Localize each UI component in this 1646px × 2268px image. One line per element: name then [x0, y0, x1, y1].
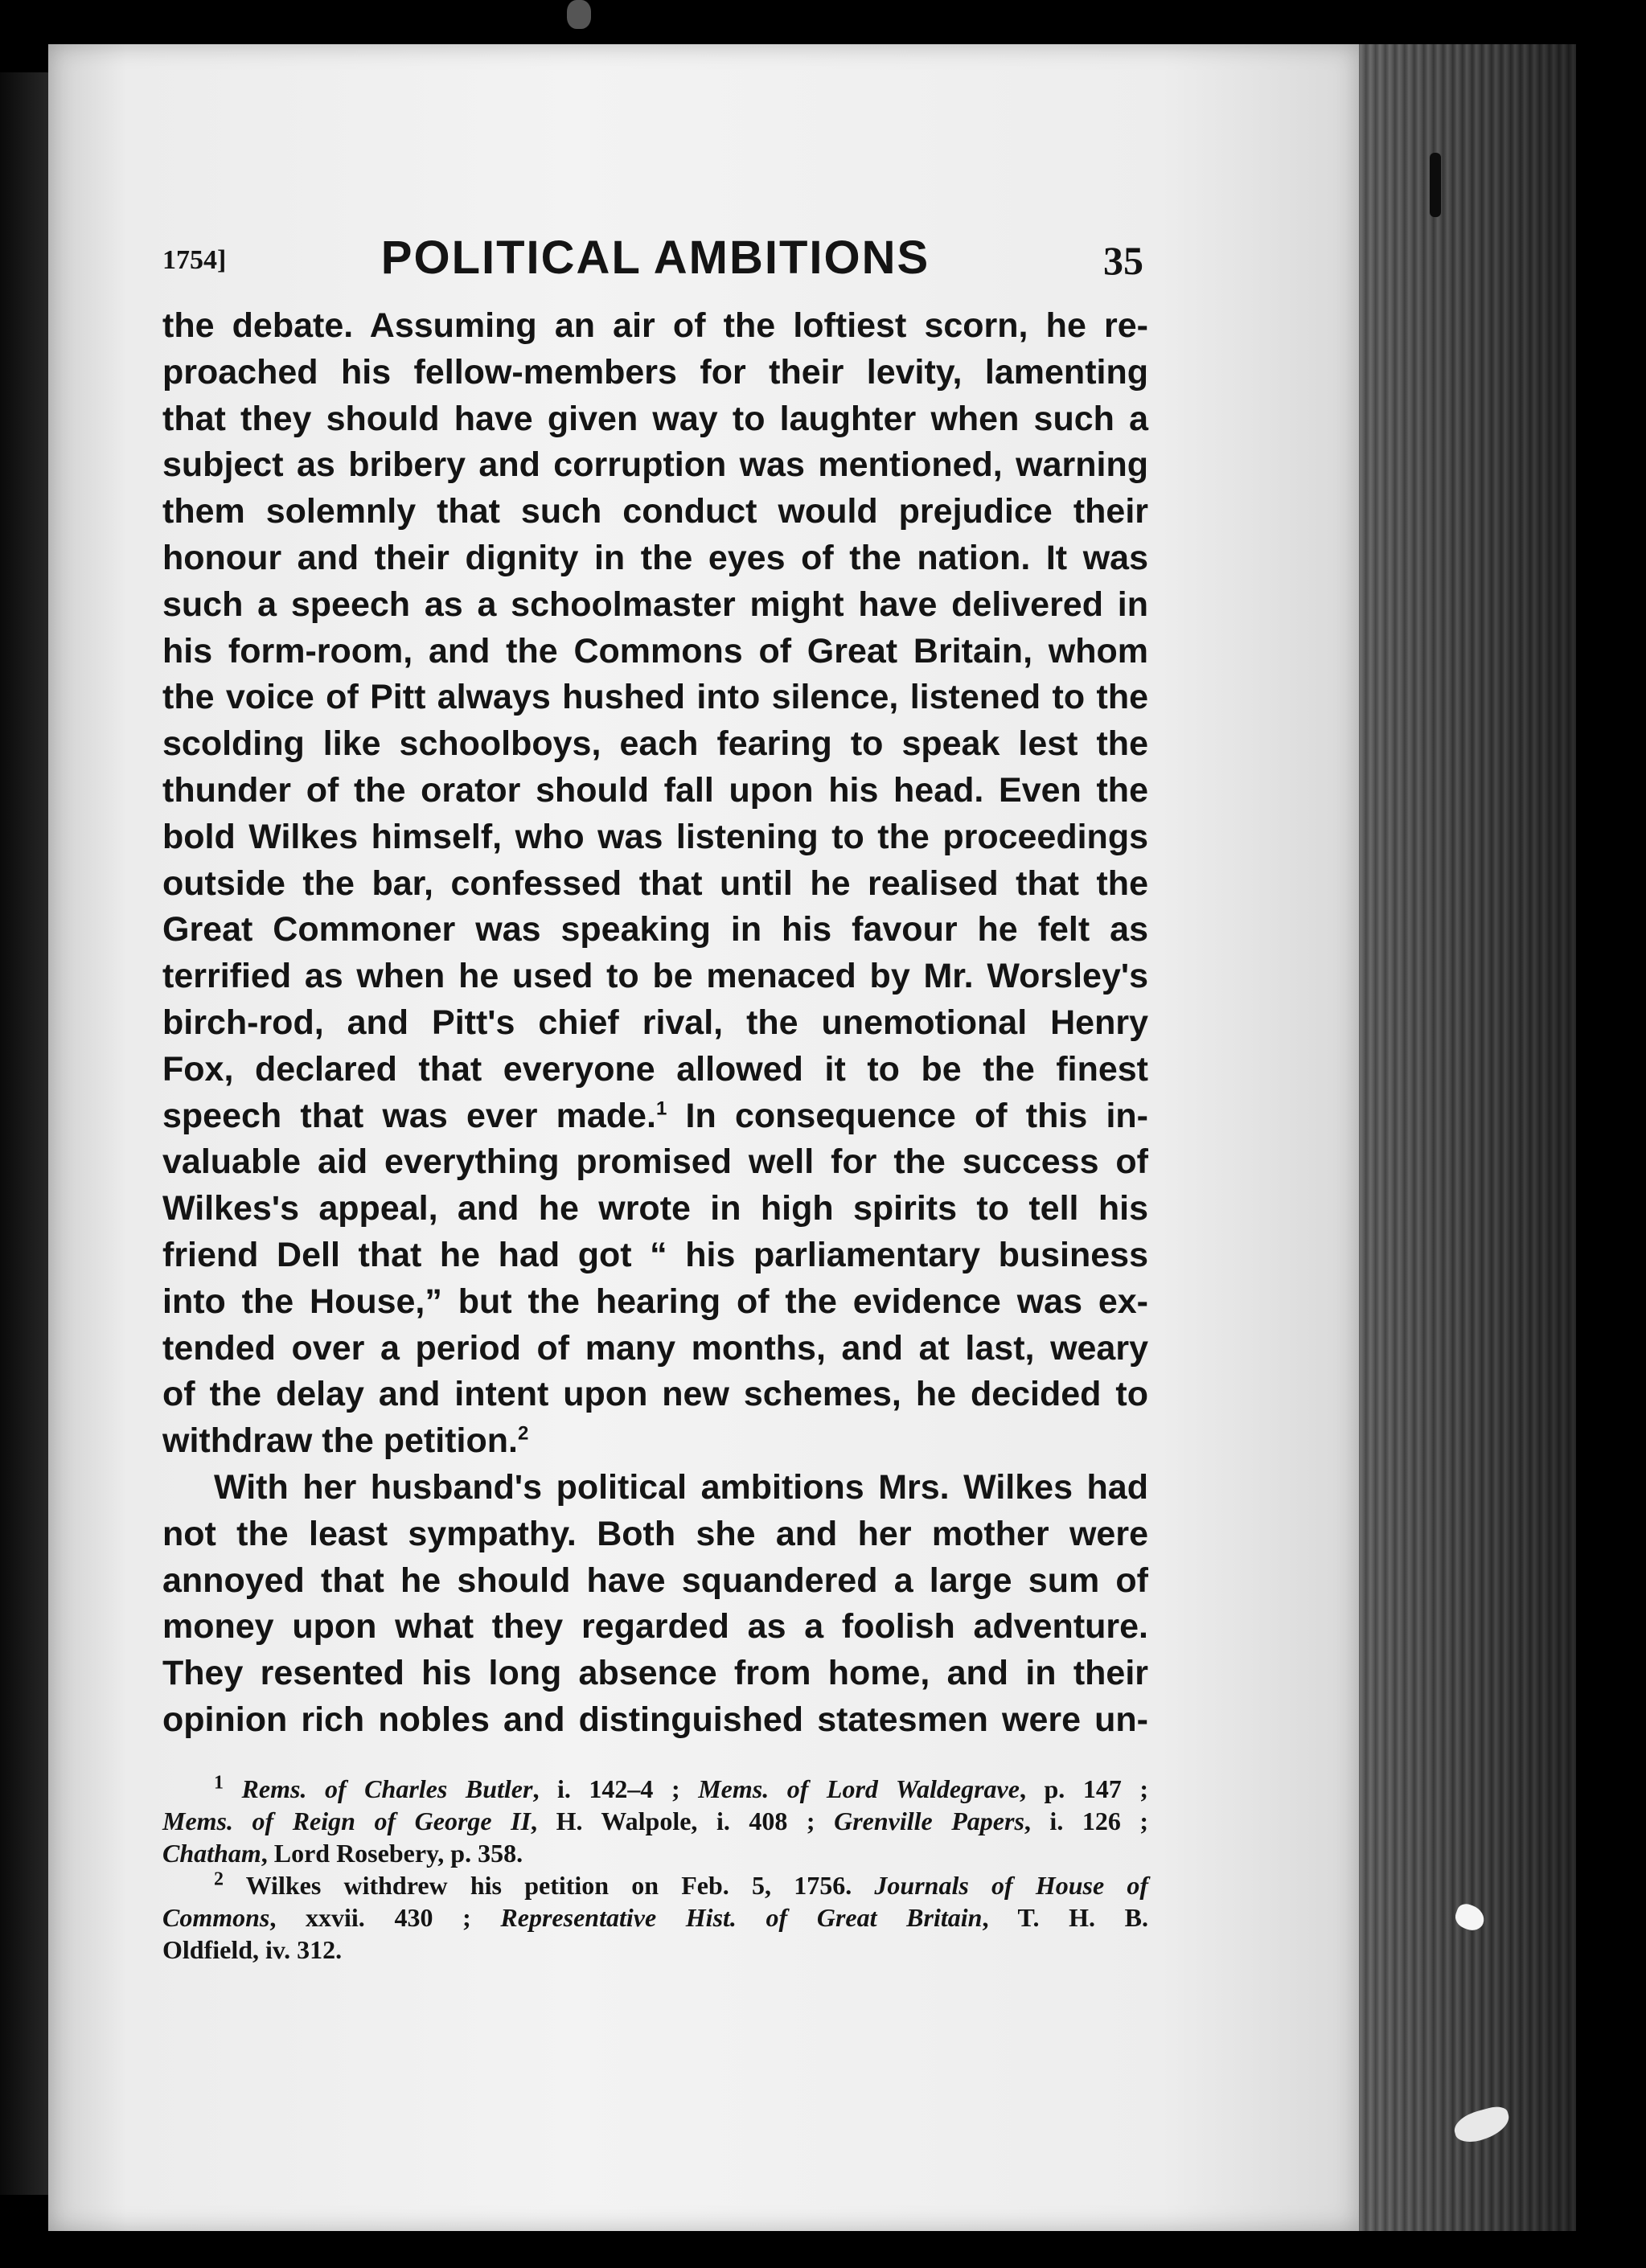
header-year: 1754]	[162, 245, 227, 275]
text-line: They resented his long absence from home, and in their	[162, 1654, 1148, 1693]
text-line: of the delay and intent upon new schemes, he decided to	[162, 1375, 1148, 1414]
citation-title: Commons	[162, 1903, 270, 1932]
citation-title: Mems. of Reign of George II	[162, 1807, 532, 1835]
citation-title: Rems. of Charles Butler	[241, 1774, 533, 1803]
text-line: them solemnly that such conduct would prejudice their	[162, 492, 1148, 531]
citation-detail: , i. 126 ;	[1024, 1807, 1149, 1835]
citation-detail: , p. 147 ;	[1019, 1774, 1149, 1803]
text-line: valuable aid everything promised well for the success of	[162, 1142, 1148, 1182]
text-line-with-footnote	[162, 1093, 1148, 1140]
text-line: terrified as when he used to be menaced by Mr. Worsley's	[162, 957, 1148, 996]
citation-detail: , Lord Rosebery, p. 358.	[261, 1839, 523, 1868]
citation-detail: , T. H. B.	[982, 1903, 1149, 1932]
footnote-1-line	[162, 1773, 1148, 1805]
footnote-1-line	[162, 1805, 1148, 1837]
text-line: his form-room, and the Commons of Great Britain, whom	[162, 631, 1148, 671]
page-block-shade	[1327, 44, 1576, 2231]
text-line: not the least sympathy. Both she and her mother were	[162, 1514, 1148, 1553]
text-line: bold Wilkes himself, who was listening to the proceedings	[162, 817, 1148, 856]
text-line: subject as bribery and corruption was mentioned, warning	[162, 445, 1148, 485]
scan-speck	[567, 0, 591, 29]
citation-title: Chatham	[162, 1839, 261, 1868]
text-fragment: In consequence of this in-	[667, 1096, 1148, 1135]
citation-title: Journals of House of	[874, 1871, 1149, 1900]
page-number: 35	[1103, 238, 1143, 283]
text-line: proached his fellow-members for their levity, lamenting	[162, 352, 1148, 392]
text-line: tended over a period of many months, and at last, weary	[162, 1328, 1148, 1368]
footnote-ref-1[interactable]: 1	[655, 1097, 667, 1120]
text-line: Great Commoner was speaking in his favour he felt as	[162, 910, 1148, 949]
page-title: POLITICAL AMBITIONS	[380, 232, 930, 284]
citation-detail: , xxvii. 430 ;	[269, 1903, 501, 1932]
text-line: money upon what they regarded as a foolish adventure.	[162, 1607, 1148, 1647]
text-line: honour and their dignity in the eyes of the nation. It was	[162, 538, 1148, 577]
text-line: birch-rod, and Pitt's chief rival, the unemotional Henry	[162, 1003, 1148, 1042]
citation-detail: Wilkes withdrew his petition on Feb. 5, 1756.	[245, 1871, 875, 1900]
footnotes	[162, 1773, 1148, 1966]
text-fragment: speech that was ever made.	[162, 1096, 656, 1135]
text-line: With her husband's political ambitions Mrs. Wilkes had	[214, 1467, 1148, 1507]
edge-mark	[1430, 153, 1441, 217]
text-line: the debate. Assuming an air of the loftiest scorn, he re-	[162, 306, 1148, 345]
running-header	[162, 231, 1148, 287]
footnote-2-line	[162, 1869, 1148, 1901]
text-line: such a speech as a schoolmaster might have delivered in	[162, 584, 1148, 624]
citation-title: Grenville Papers	[834, 1807, 1024, 1835]
text-line: Wilkes's appeal, and he wrote in high spirits to tell his	[162, 1189, 1148, 1228]
text-line: Fox, declared that everyone allowed it to be the finest	[162, 1049, 1148, 1089]
body-text	[162, 303, 1148, 1744]
footnote-ref-2[interactable]: 2	[517, 1422, 529, 1445]
citation-title: Mems. of Lord Waldegrave	[698, 1774, 1020, 1803]
text-line: the voice of Pitt always hushed into silence, listened to the	[162, 678, 1148, 717]
footnote-2-line: Oldfield, iv. 312.	[162, 1935, 343, 1964]
text-line: into the House,” but the hearing of the evidence was ex-	[162, 1282, 1148, 1321]
text-line: outside the bar, confessed that until he realised that the	[162, 863, 1148, 903]
footnote-1-line	[162, 1837, 1148, 1869]
text-line: friend Dell that he had got “ his parliamentary business	[162, 1235, 1148, 1274]
citation-title: Representative Hist. of Great Britain	[500, 1903, 983, 1932]
footnote-marker-1: 1	[214, 1772, 224, 1794]
text-line: opinion rich nobles and distinguished statesmen were un-	[162, 1700, 1148, 1739]
footnote-2-line	[162, 1901, 1148, 1934]
text-fragment: withdraw the petition.	[162, 1421, 518, 1461]
text-line-with-footnote	[162, 1418, 1148, 1465]
text-line: annoyed that he should have squandered a large sum of	[162, 1561, 1148, 1600]
text-line: thunder of the orator should fall upon his head. Even the	[162, 770, 1148, 810]
footnote-marker-2: 2	[214, 1868, 224, 1890]
text-line: scolding like schoolboys, each fearing to speak lest the	[162, 724, 1148, 764]
text-line: that they should have given way to laughter when such a	[162, 399, 1148, 438]
citation-detail: , i. 142–4 ;	[532, 1774, 699, 1803]
book-page	[48, 44, 1359, 2231]
citation-detail: , H. Walpole, i. 408 ;	[531, 1807, 835, 1835]
